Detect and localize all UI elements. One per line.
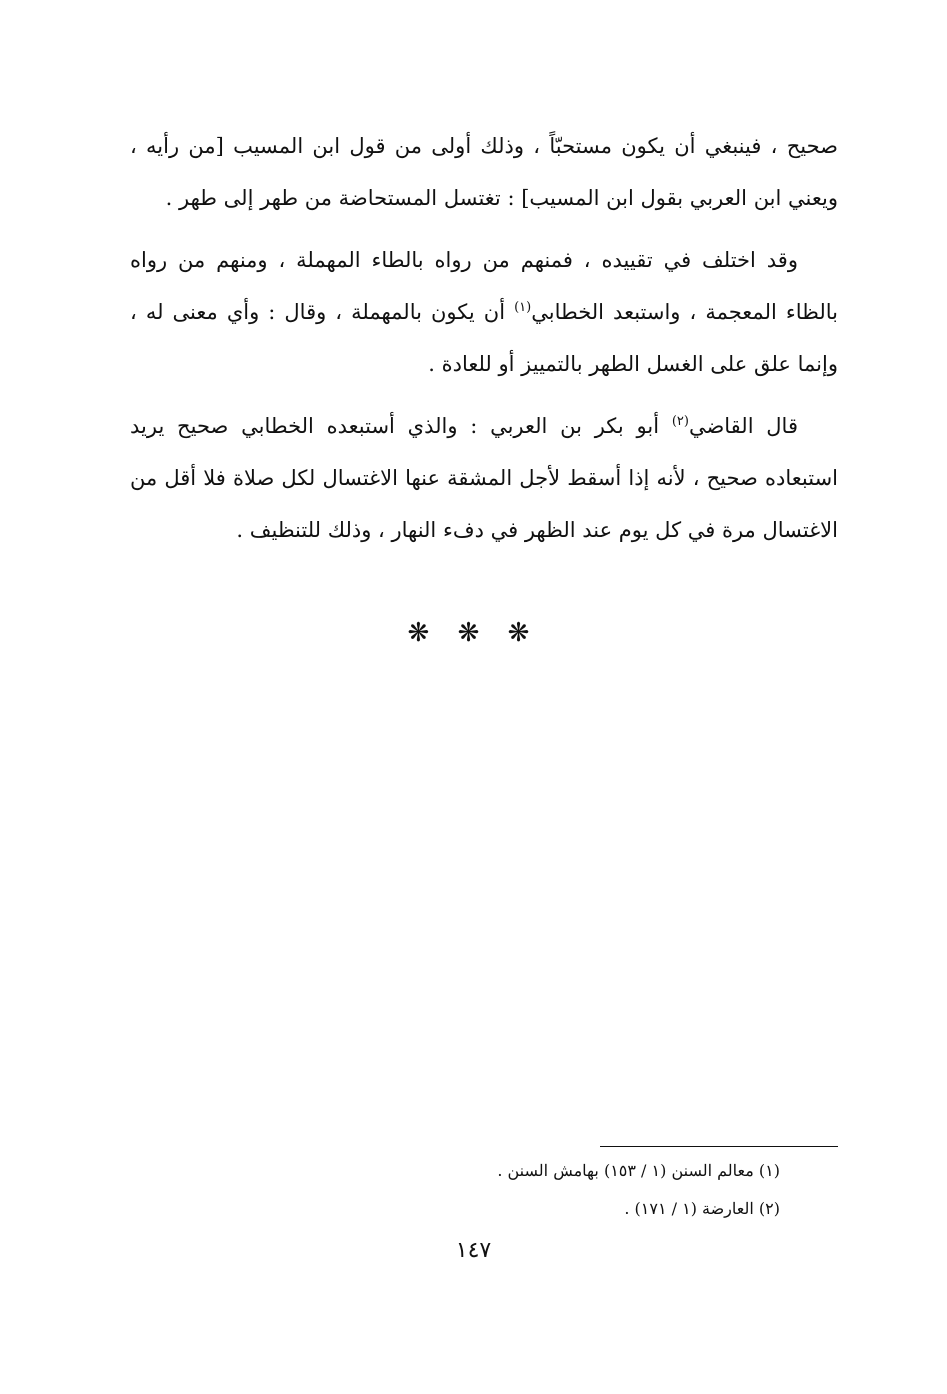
paragraph-3 — [130, 400, 838, 556]
footnote-ref-1: (١) — [514, 300, 532, 315]
section-separator: ❋ ❋ ❋ — [407, 618, 540, 648]
paragraph-1 — [130, 120, 838, 224]
footnote-2: (٢) العارضة (١ / ١٧١) . — [624, 1199, 780, 1218]
footnote-divider — [600, 1146, 838, 1147]
main-text — [130, 120, 838, 566]
footnotes — [400, 1152, 780, 1228]
paragraph-3-text-end: أبو بكر بن العربي : والذي أستبعده الخطابي صحيح يريد استبعاده صحيح ، لأنه إذا أسقط لأجل المشقة عنها الاغتسال لكل صلاة فلا أقل من الاغتسال مرة في كل يوم عند الظهر في دفء النهار ، وذلك للتنظيف . — [130, 414, 838, 542]
paragraph-2 — [130, 234, 838, 390]
paragraph-1-text: صحيح ، فينبغي أن يكون مستحبّاً ، وذلك أولى من قول ابن المسيب [من رأيه ، ويعني ابن العربي بقول ابن المسيب] : تغتسل المستحاضة من طهر إلى طهر . — [130, 134, 838, 210]
paragraph-2-text-end: أن يكون بالمهملة ، وقال : وأي معنى له ، وإنما علق على الغسل الطهر بالتمييز أو للعادة . — [130, 300, 838, 376]
footnote-1: (١) معالم السنن (١ / ١٥٣) بهامش السنن . — [497, 1161, 780, 1180]
page-number: ١٤٧ — [455, 1238, 492, 1263]
footnote-ref-2: (٢) — [671, 414, 689, 429]
paragraph-3-text-start: قال القاضي — [688, 414, 798, 438]
paragraph-2-text-start: وقد اختلف في تقييده ، فمنهم من رواه بالطاء المهملة ، ومنهم من رواه بالظاء المعجمة ، واستبعد الخطابي — [130, 248, 838, 324]
